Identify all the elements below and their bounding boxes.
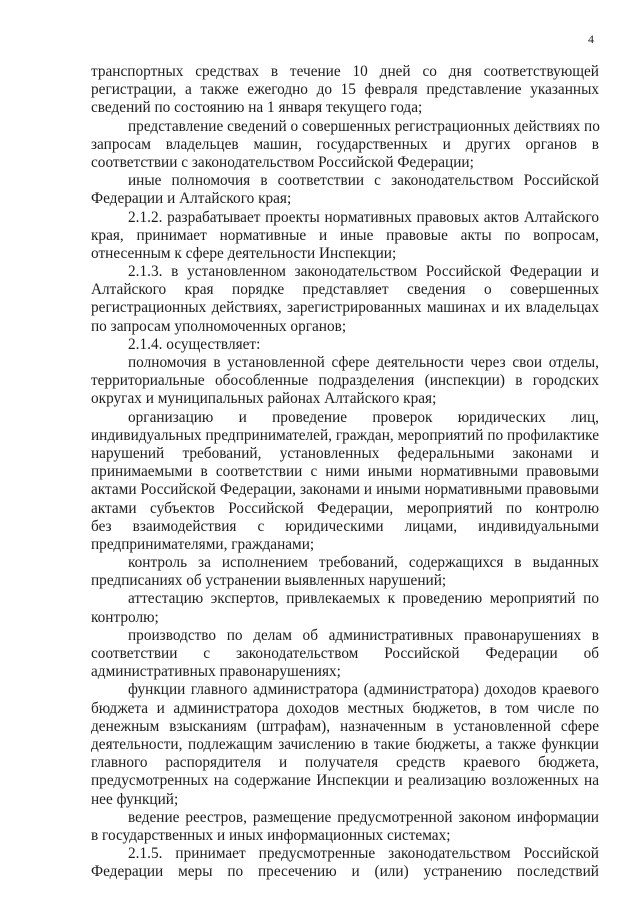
text-line: сведений по состоянию на 1 января текущего года; <box>91 99 423 117</box>
text-line: регистрации, а также ежегодно до 15 февраля представление указанных <box>91 81 599 99</box>
text-line: производство по делам об административных правонарушениях в <box>128 626 599 644</box>
text-line: ведение реестров, размещение предусмотренной законом информации <box>128 808 599 826</box>
text-line: предусмотренных на содержание Инспекции и реализацию возложенных на <box>91 772 599 790</box>
page-number: 4 <box>588 32 594 46</box>
text-line: иные полномочия в соответствии с законодательством Российской <box>128 172 599 190</box>
text-line: предпринимателями, гражданами; <box>91 535 315 553</box>
text-line: отнесенным к сфере деятельности Инспекции; <box>91 244 397 262</box>
text-line: 2.1.5. принимает предусмотренные законодательством Российской <box>128 845 599 863</box>
text-line: денежным взысканиям (штрафам), назначенным в установленной сфере <box>91 717 599 735</box>
text-line: актами субъектов Российской Федерации, мероприятий по контролю <box>91 499 599 517</box>
text-line: Федерации меры по пресечению и (или) устранению последствий <box>91 863 599 881</box>
text-line: в государственных и иных информационных системах; <box>91 826 451 844</box>
text-line: Алтайского края порядке представляет сведения о совершенных <box>91 281 599 299</box>
text-line: Федерации и Алтайского края; <box>91 190 292 208</box>
text-line: контроль за исполнением требований, содержащихся в выданных <box>128 554 599 572</box>
text-line: функции главного администратора (администратора) доходов краевого <box>128 681 599 699</box>
text-line: округах и муниципальных районах Алтайского края; <box>91 390 437 408</box>
text-line: 2.1.4. осуществляет: <box>128 335 261 353</box>
text-line: нарушений требований, установленных федеральными законами и <box>91 444 599 462</box>
text-line: транспортных средствах в течение 10 дней со дня соответствующей <box>91 63 599 80</box>
text-line: соответствии с законодательством Российской Федерации; <box>91 153 474 171</box>
text-line: края, принимает нормативные и иные правовые акты по вопросам, <box>91 226 599 244</box>
text-line: 2.1.2. разрабатывает проекты нормативных правовых актов Алтайского <box>128 208 599 226</box>
text-line: главного распорядителя и получателя средств краевого бюджета, <box>91 754 599 772</box>
text-line: актами Российской Федерации, законами и иными нормативными правовыми <box>91 481 599 499</box>
text-line: регистрационных действиях, зарегистрированных машинах и их владельцах <box>91 299 599 317</box>
text-line: без взаимодействия с юридическими лицами, индивидуальными <box>91 517 599 535</box>
text-line: территориальные обособленные подразделения (инспекции) в городских <box>91 372 599 390</box>
text-line: представление сведений о совершенных регистрационных действиях по <box>128 117 600 135</box>
document-body <box>91 63 599 881</box>
text-line: индивидуальных предпринимателей, граждан, мероприятий по профилактике <box>91 426 599 444</box>
text-line: предписаниях об устранении выявленных нарушений; <box>91 572 447 590</box>
text-line: административных правонарушениях; <box>91 663 341 681</box>
text-line: соответствии с законодательством Российской Федерации об <box>91 645 599 662</box>
text-line: бюджета и администратора доходов местных бюджетов, в том числе по <box>91 699 599 717</box>
text-line: по запросам уполномоченных органов; <box>91 317 347 335</box>
text-line: запросам владельцев машин, государственных и других органов в <box>91 135 599 153</box>
text-line: аттестацию экспертов, привлекаемых к проведению мероприятий по <box>128 590 599 608</box>
text-line: нее функций; <box>91 790 179 808</box>
text-line: полномочия в установленной сфере деятельности через свои отделы, <box>128 354 599 371</box>
text-line: деятельности, подлежащим зачислению в такие бюджеты, а также функции <box>91 735 599 753</box>
text-line: организацию и проведение проверок юридических лиц, <box>128 408 599 426</box>
text-line: принимаемыми в соответствии с ними иными нормативными правовыми <box>91 463 599 481</box>
text-line: контролю; <box>91 608 159 626</box>
text-line: 2.1.3. в установленном законодательством Российской Федерации и <box>128 263 599 281</box>
